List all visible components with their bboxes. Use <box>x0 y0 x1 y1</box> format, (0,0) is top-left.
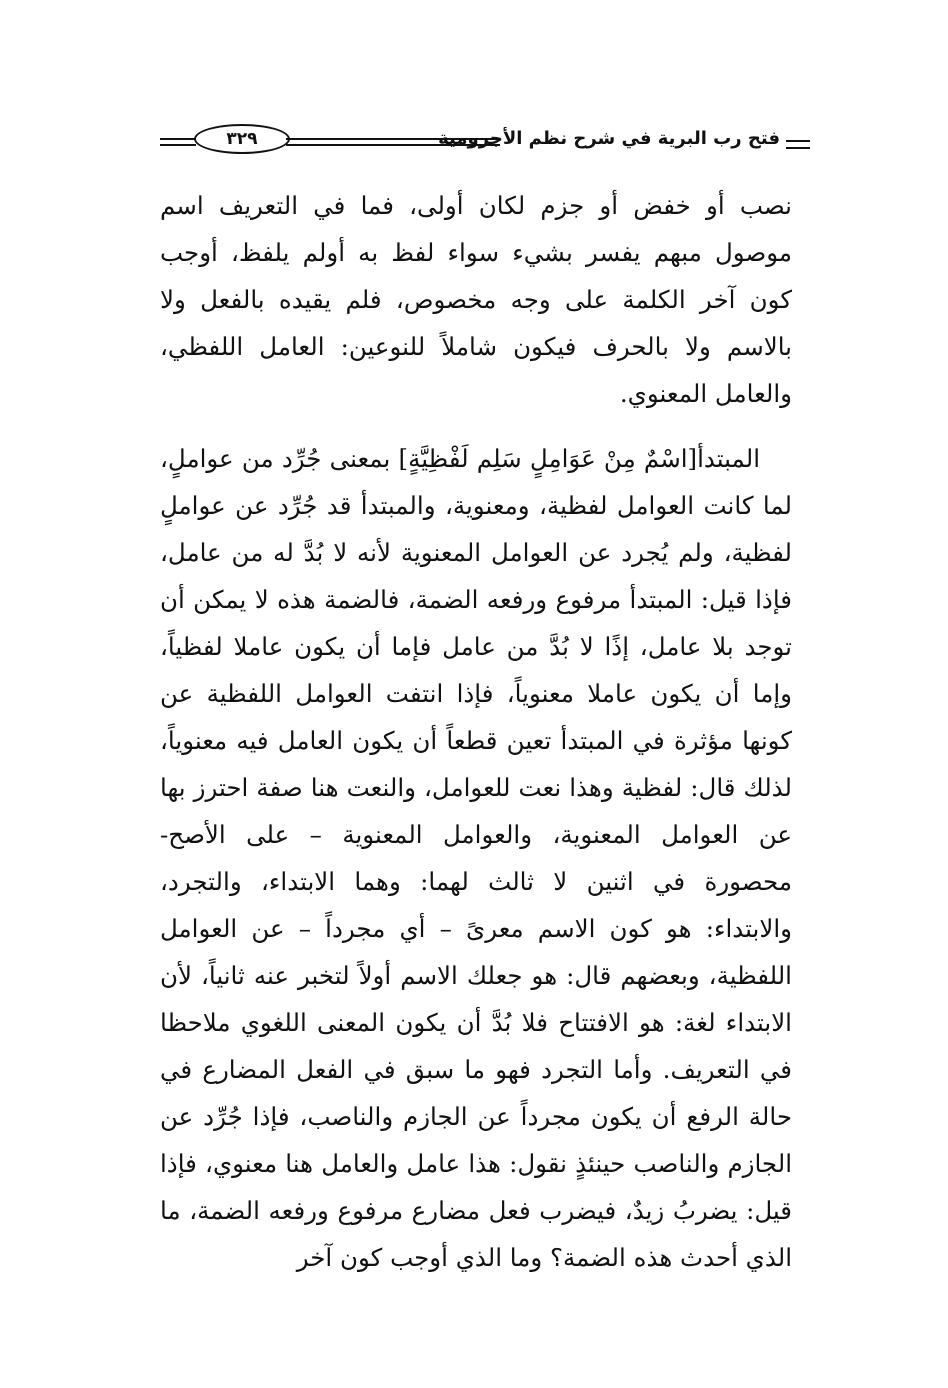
running-header <box>160 118 810 158</box>
header-ornament-dash <box>786 140 810 149</box>
page-number: ٣٢٩ <box>194 124 290 154</box>
paragraph-continuation: نصب أو خفض أو جزم لكان أولى، فما في التعريف اسم موصول مبهم يفسر بشيء سواء لفظ به أولم يلفظ، أوجب كون آخر الكلمة على وجه مخصوص، فلم يقيده بالفعل ولا بالاسم ولا بالحرف فيكون شاملاً للنوعين: العامل اللفظي، والعامل المعنوي. <box>160 191 792 408</box>
paragraph-mubtada: المبتدأ[اسْمٌ مِنْ عَوَامِلٍ سَلِم لَفْظِيَّةٍ] بمعنى جُرِّد من عواملٍ، لما كانت العوامل لفظية، ومعنوية، والمبتدأ قد جُرِّد عن عواملٍ لفظية، ولم يُجرد عن العوامل المعنوية لأنه لا بُدَّ له من عامل، فإذا قيل: المبتدأ مرفوع ورفعه الضمة، فالضمة هذه لا يمكن أن توجد بلا عامل، إذًا لا بُدَّ من عامل فإما أن يكون عاملا لفظياً، وإما أن يكون عاملا معنوياً، فإذا انتفت العوامل اللفظية عن كونها مؤثرة في المبتدأ تعين قطعاً أن يكون العامل فيه معنوياً، لذلك قال: لفظية وهذا نعت للعوامل، والنعت هنا صفة احترز بها عن العوامل المعنوية، والعوامل المعنوية – على الأصح- محصورة في اثنين لا ثالث لهما: وهما الابتداء، والتجرد، والابتداء: هو كون الاسم معرىً – أي مجرداً – عن العوامل اللفظية، وبعضهم قال: هو جعلك الاسم أولاً لتخبر عنه ثانياً، لأن الابتداء لغة: هو الافتتاح فلا بُدَّ أن يكون المعنى اللغوي ملاحظا في التعريف. وأما التجرد فهو ما سبق في الفعل المضارع في حالة الرفع أن يكون مجرداً عن الجازم والناصب، فإذا جُرِّد عن الجازم والناصب حينئذٍ نقول: هذا عامل والعامل هنا معنوي، فإذا قيل: يضربُ زيدٌ، فيضرب فعل مضارع مرفوع ورفعه الضمة، ما الذي أحدث هذه الضمة؟ وما الذي أوجب كون آخر <box>160 444 792 1272</box>
main-text <box>160 182 792 1281</box>
header-rule-left <box>160 138 196 146</box>
book-title: فتح رب البرية في شرح نظم الأجرومية <box>438 128 780 149</box>
header-rule <box>286 138 500 146</box>
